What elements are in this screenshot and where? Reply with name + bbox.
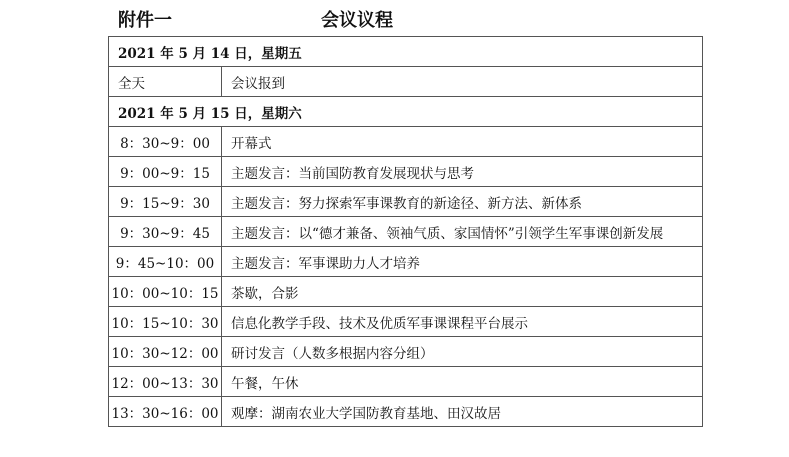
document-heading [0, 4, 789, 30]
time-cell: 9：30~9：45 [109, 217, 222, 247]
time-cell: 9：45~10：00 [109, 247, 222, 277]
time-cell: 13：30~16：00 [109, 397, 222, 427]
table-row [109, 337, 703, 367]
table-row [109, 67, 703, 97]
agenda-item-cell: 观摩：湖南农业大学国防教育基地、田汉故居 [222, 397, 703, 427]
table-row [109, 397, 703, 427]
table-row [109, 367, 703, 397]
table-row [109, 127, 703, 157]
time-cell: 9：15~9：30 [109, 187, 222, 217]
agenda-item-cell: 茶歇，合影 [222, 277, 703, 307]
table-row [109, 187, 703, 217]
day-header-row [109, 97, 703, 127]
day-date: 2021 年 5 月 14 日，星期五 [109, 37, 703, 67]
agenda-item-cell: 信息化教学手段、技术及优质军事课课程平台展示 [222, 307, 703, 337]
table-row [109, 217, 703, 247]
agenda-item-cell: 午餐，午休 [222, 367, 703, 397]
table-row [109, 247, 703, 277]
time-cell: 10：15~10：30 [109, 307, 222, 337]
agenda-item-cell: 开幕式 [222, 127, 703, 157]
time-cell: 9：00~9：15 [109, 157, 222, 187]
agenda-item-cell: 主题发言：当前国防教育发展现状与思考 [222, 157, 703, 187]
agenda-item-cell: 主题发言：努力探索军事课教育的新途径、新方法、新体系 [222, 187, 703, 217]
agenda-item-cell: 主题发言：以“德才兼备、领袖气质、家国情怀”引领学生军事课创新发展 [222, 217, 703, 247]
agenda-item-cell: 主题发言：军事课助力人才培养 [222, 247, 703, 277]
attachment-label: 附件一 [118, 10, 172, 31]
time-cell: 12：00~13：30 [109, 367, 222, 397]
table-row [109, 277, 703, 307]
agenda-item-cell: 研讨发言（人数多根据内容分组） [222, 337, 703, 367]
time-cell: 8：30~9：00 [109, 127, 222, 157]
table-row [109, 157, 703, 187]
day-header-row [109, 37, 703, 67]
time-cell: 全天 [109, 67, 222, 97]
agenda-item-cell: 会议报到 [222, 67, 703, 97]
day-date: 2021 年 5 月 15 日，星期六 [109, 97, 703, 127]
time-cell: 10：30~12：00 [109, 337, 222, 367]
time-cell: 10：00~10：15 [109, 277, 222, 307]
table-row [109, 307, 703, 337]
agenda-table [108, 36, 703, 427]
page-title: 会议议程 [321, 10, 393, 31]
